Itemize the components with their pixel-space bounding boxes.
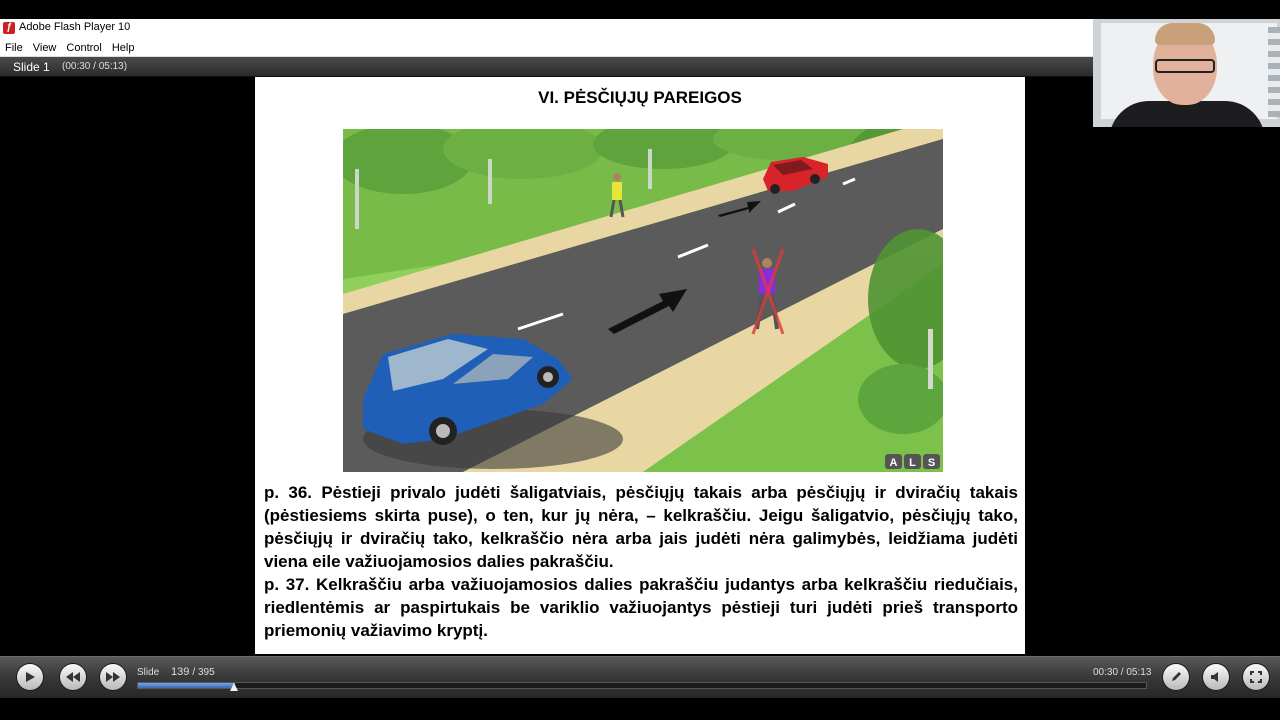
slide-time: (00:30 / 05:13) — [62, 61, 128, 72]
volume-icon — [1210, 671, 1222, 683]
bottom-strip — [0, 698, 1280, 720]
volume-button[interactable] — [1203, 664, 1229, 690]
slide-name: Slide 1 — [13, 60, 50, 74]
progress-bar[interactable] — [137, 682, 1147, 689]
pencil-icon — [1170, 671, 1182, 683]
menu-control[interactable]: Control — [66, 42, 102, 54]
rewind-icon — [66, 672, 80, 682]
logo-letter-l: L — [909, 457, 916, 469]
progress-fill — [138, 683, 235, 688]
flash-player-icon: ƒ — [3, 22, 15, 34]
slide-current: 139 — [171, 666, 190, 678]
rule-36: p. 36. Pėstieji privalo judėti šaligatviais, pėsčiųjų takais arba pėsčiųjų ir dviračių takais (pėstiesiems skirta puse), o ten, kur jų nėra, – kelkraščiu. Jeigu šaligatvio, pėsčiųjų tako, pėsčiųjų ir dviračių tako, kelkraščio nėra arba jais judėti nėra galimybės, leidžiama judėti viena eile važiuojamosios dalies pakraščiu. — [264, 483, 1018, 571]
fast-forward-icon — [106, 672, 120, 682]
play-button[interactable] — [17, 664, 43, 690]
slide-info-bar — [0, 57, 1093, 77]
window-title: Adobe Flash Player 10 — [19, 21, 131, 33]
slide-content — [255, 77, 1025, 654]
presenter-glasses — [1155, 59, 1215, 73]
als-logo — [885, 454, 940, 469]
window-titlebar — [0, 19, 1093, 38]
logo-letter-s: S — [927, 457, 936, 469]
menu-help[interactable]: Help — [111, 42, 135, 54]
slide-title: VI. PĖSČIŲJŲ PAREIGOS — [538, 88, 742, 107]
slide-label: Slide — [137, 667, 160, 678]
road-illustration — [343, 129, 943, 472]
notes-button[interactable] — [1163, 664, 1189, 690]
rule-37: p. 37. Kelkraščiu arba važiuojamosios dalies pakraščiu judantys arba kelkraščiu riedučiais, riedlentėmis ar paspirtukais be variklio važiuojantys pėstieji turi judėti prieš transporto priemonių važiavimo kryptį. — [264, 575, 1018, 640]
shelf — [1268, 27, 1280, 117]
rules-text — [264, 481, 1018, 642]
playback-time: 00:30 / 05:13 — [1093, 667, 1152, 678]
rewind-button[interactable] — [60, 664, 86, 690]
play-icon — [24, 671, 36, 683]
fullscreen-button[interactable] — [1243, 664, 1269, 690]
menu-view[interactable]: View — [32, 42, 57, 54]
fullscreen-icon — [1250, 671, 1262, 683]
logo-letter-a: A — [889, 457, 898, 469]
forward-button[interactable] — [100, 664, 126, 690]
progress-thumb[interactable] — [230, 683, 238, 691]
webcam-video — [1093, 19, 1280, 127]
slide-total: / 395 — [192, 667, 215, 678]
menu-file[interactable]: File — [5, 42, 23, 54]
player-control-bar — [0, 656, 1280, 699]
menu-bar — [0, 38, 1093, 57]
presenter-hair — [1155, 23, 1215, 45]
slide-counter — [171, 666, 215, 678]
